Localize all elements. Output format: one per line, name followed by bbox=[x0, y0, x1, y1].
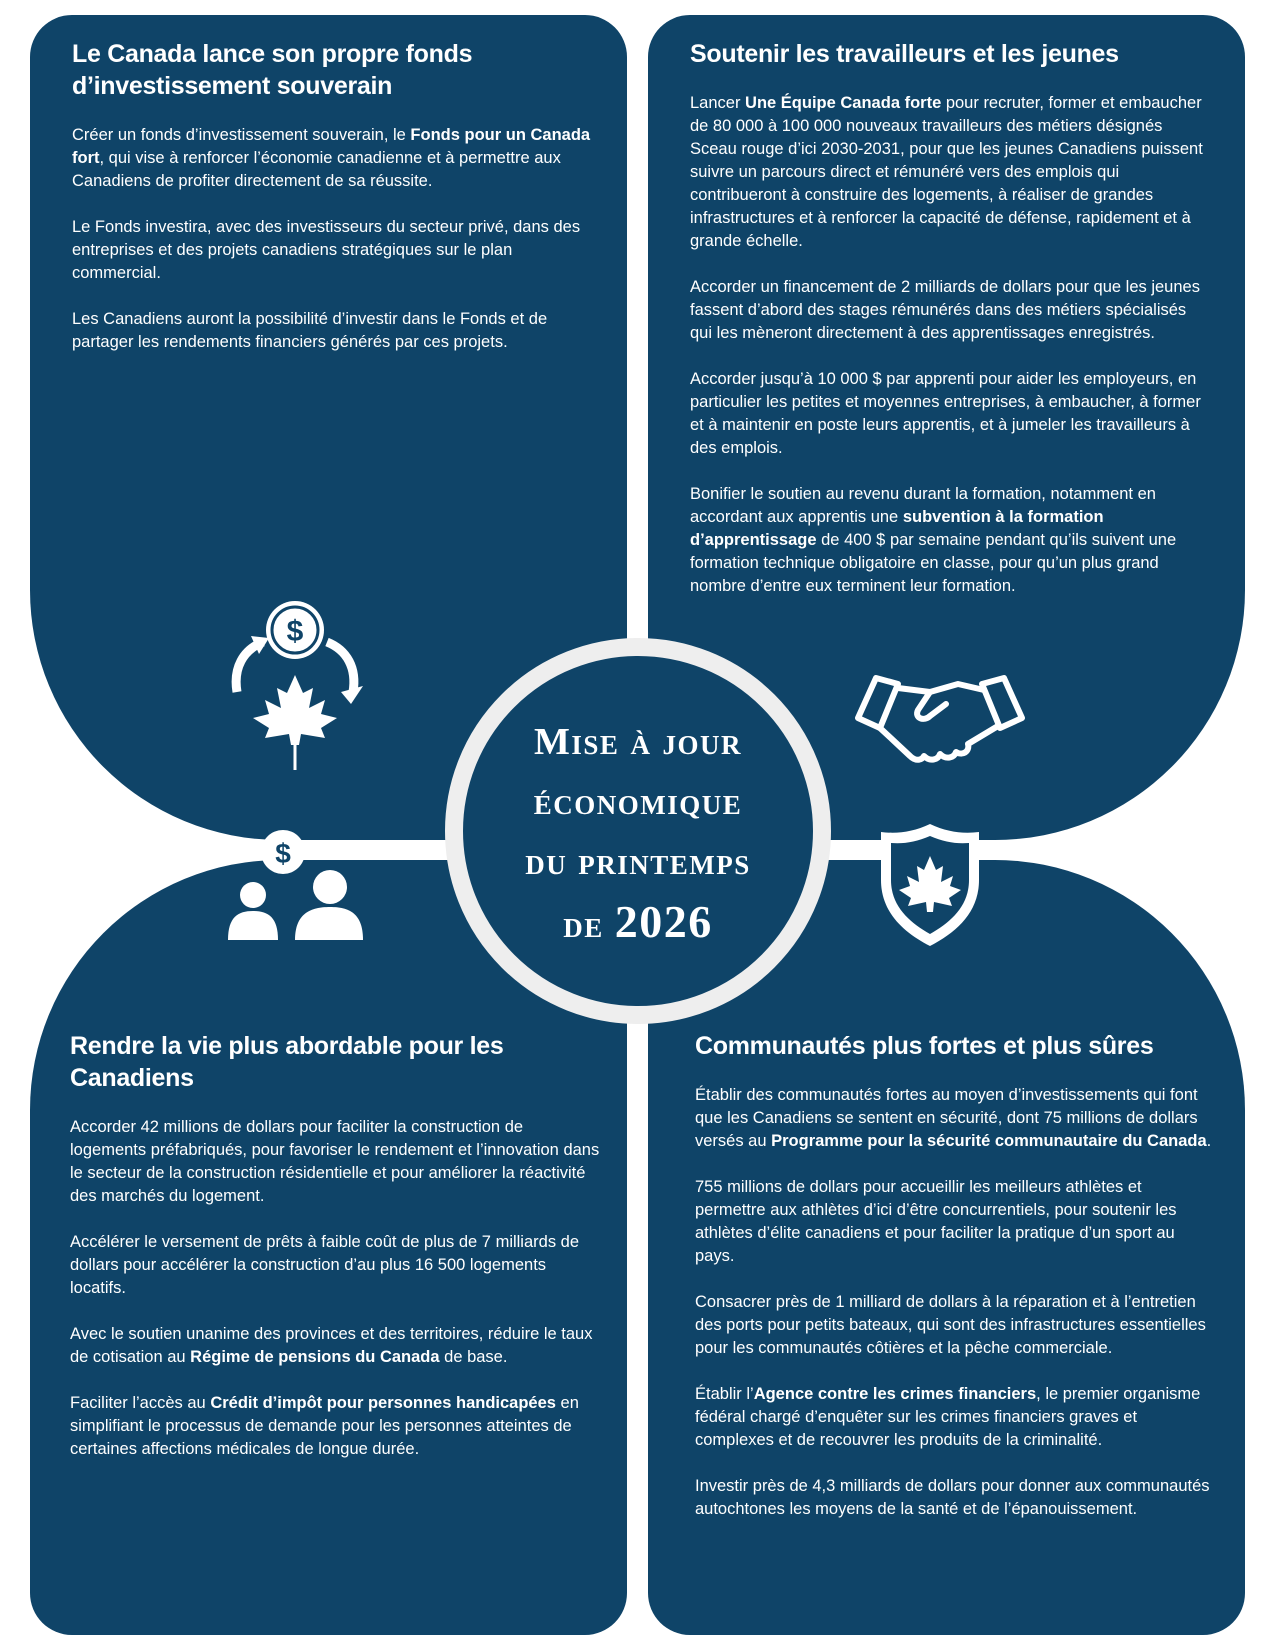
main-title-line: économique bbox=[533, 781, 743, 823]
main-title-line: de 2026 bbox=[563, 896, 713, 947]
paragraph: Accorder 42 millions de dollars pour faciliter la construction de logements préfabriqués, pour favoriser le rendement et l’innovation dans le secteur de la construction résidentielle et pour améliorer la réactivité des marchés du logement. bbox=[70, 1118, 600, 1205]
section-safer-communities bbox=[695, 1030, 1215, 1544]
paragraph: Faciliter l’accès au Crédit d’impôt pour personnes handicapées en simplifiant le processus de demande pour les personnes atteintes de certaines affections médicales de longue durée. bbox=[70, 1394, 579, 1458]
section-affordability bbox=[70, 1030, 600, 1484]
paragraph: Accorder jusqu’à 10 000 $ par apprenti pour aider les employeurs, en particulier les petites et moyennes entreprises, à embaucher, à former et à maintenir en poste leurs apprentis, et à jumeler les travailleurs à des emplois. bbox=[690, 370, 1201, 457]
main-title-year: 2026 bbox=[614, 896, 713, 947]
paragraph: Créer un fonds d’investissement souverain, le Fonds pour un Canada fort, qui vise à renforcer l’économie canadienne et à permettre aux Canadiens de profiter directement de sa réussite. bbox=[72, 126, 591, 190]
section-title: Rendre la vie plus abordable pour les Canadiens bbox=[70, 1032, 504, 1092]
section-title: Soutenir les travailleurs et les jeunes bbox=[690, 40, 1119, 68]
shield-maple-leaf-icon bbox=[875, 820, 985, 950]
handshake-icon bbox=[850, 670, 1030, 770]
main-title-line: du printemps bbox=[525, 841, 751, 883]
section-sovereign-fund bbox=[72, 38, 592, 377]
circular-dollar-maple-leaf-icon bbox=[225, 600, 365, 780]
svg-text:$: $ bbox=[275, 838, 291, 869]
paragraph: Le Fonds investira, avec des investisseurs du secteur privé, dans des entreprises et des projets canadiens stratégiques sur le plan commercial. bbox=[72, 218, 581, 282]
paragraph: 755 millions de dollars pour accueillir les meilleurs athlètes et permettre aux athlètes d’ici d’être concurrentiels, pour soutenir les athlètes d’élite canadiens et pour faciliter la pratique d’un sport au pays. bbox=[695, 1178, 1177, 1265]
main-title bbox=[445, 712, 831, 955]
section-title: Le Canada lance son propre fonds d’investissement souverain bbox=[72, 40, 473, 100]
paragraph: Lancer Une Équipe Canada forte pour recruter, former et embaucher de 80 000 à 100 000 nouveaux travailleurs des métiers désignés Sceau rouge d’ici 2030-2031, pour que les jeunes Canadiens puissent suivre un parcours direct et rémunéré vers des emplois qui contribueront à construire des logements, à réaliser de grandes infrastructures et à renforcer la capacité de défense, rapidement et à grande échelle. bbox=[690, 94, 1203, 250]
paragraph: Accélérer le versement de prêts à faible coût de plus de 7 milliards de dollars pour accélérer la construction d’au plus 16 500 logements locatifs. bbox=[70, 1233, 580, 1297]
people-dollar-icon bbox=[225, 825, 365, 945]
paragraph: Avec le soutien unanime des provinces et des territoires, réduire le taux de cotisation au Régime de pensions du Canada de base. bbox=[70, 1325, 593, 1366]
paragraph: Établir des communautés fortes au moyen d’investissements qui font que les Canadiens se sentent en sécurité, dont 75 millions de dollars versés au Programme pour la sécurité communautaire du Canada. bbox=[695, 1086, 1212, 1150]
paragraph: Établir l’Agence contre les crimes financiers, le premier organisme fédéral chargé d’enquêter sur les crimes financiers graves et complexes et de recouvrer les produits de la criminalité. bbox=[695, 1385, 1201, 1449]
svg-text:$: $ bbox=[286, 615, 304, 648]
paragraph: Accorder un financement de 2 milliards de dollars pour que les jeunes fassent d’abord des stages rémunérés dans des métiers spécialisés qui les mèneront directement à des apprentissages enregistrés. bbox=[690, 278, 1200, 342]
paragraph: Les Canadiens auront la possibilité d’investir dans le Fonds et de partager les rendements financiers générés par ces projets. bbox=[72, 310, 548, 351]
paragraph: Bonifier le soutien au revenu durant la formation, notamment en accordant aux apprentis une subvention à la formation d’apprentissage de 400 $ par semaine pendant qu’ils suivent une formation technique obligatoire en classe, pour qu’un plus grand nombre d’entre eux terminent leur formation. bbox=[690, 485, 1177, 595]
paragraph: Consacrer près de 1 milliard de dollars à la réparation et à l’entretien des ports pour petits bateaux, qui sont des infrastructures essentielles pour les communautés côtières et la pêche commerciale. bbox=[695, 1293, 1206, 1357]
paragraph: Investir près de 4,3 milliards de dollars pour donner aux communautés autochtones les moyens de la santé et de l’épanouissement. bbox=[695, 1477, 1210, 1518]
section-workers-youth bbox=[690, 38, 1210, 621]
section-title: Communautés plus fortes et plus sûres bbox=[695, 1032, 1154, 1060]
main-title-line: Mise à jour bbox=[534, 721, 742, 763]
